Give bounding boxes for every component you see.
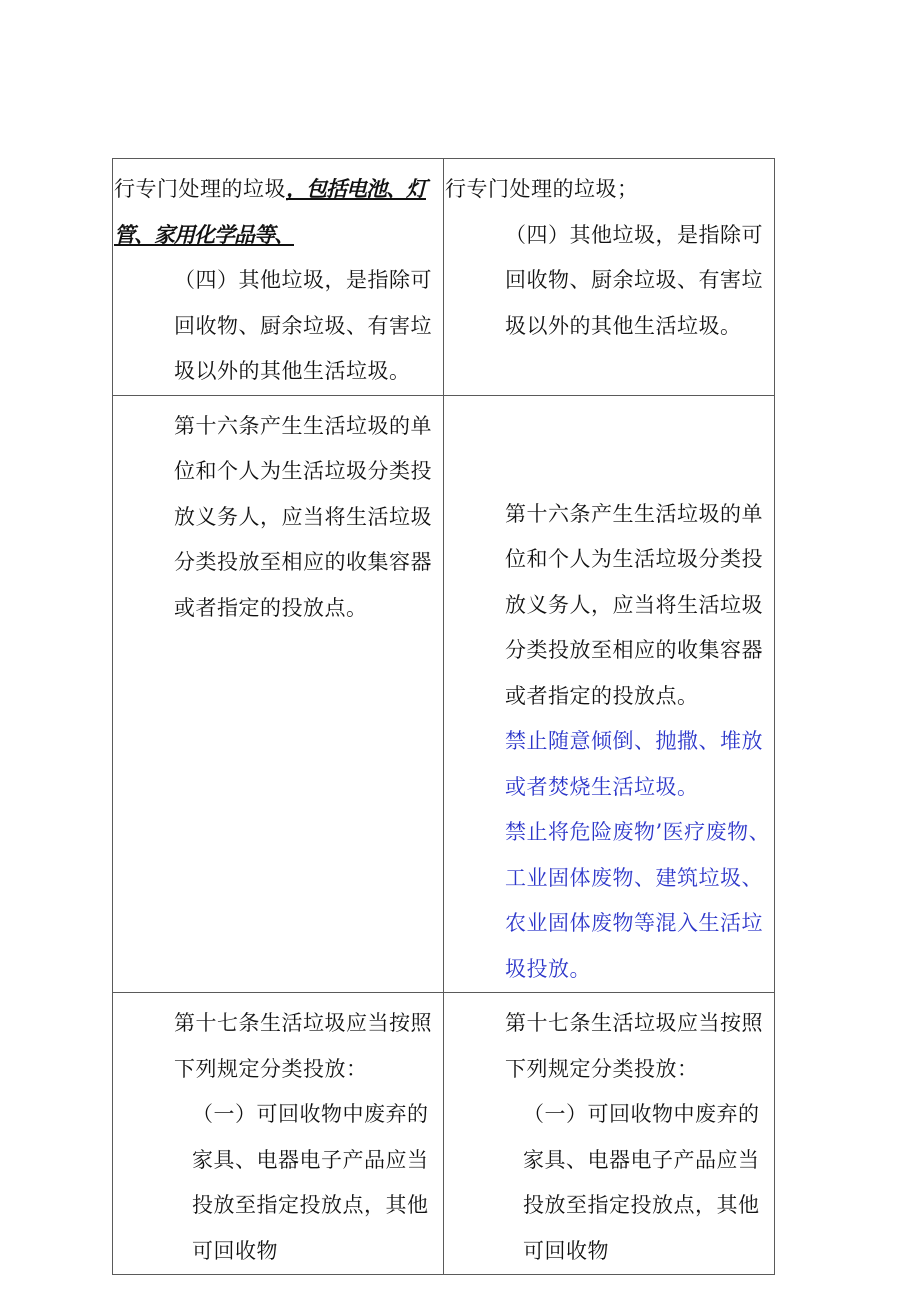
paragraph: （四）其他垃圾，是指除可回收物、厨余垃圾、有害垃圾以外的其他生活垃圾。 [505, 222, 763, 338]
paragraph: 行专门处理的垃圾； [445, 177, 639, 201]
paragraph-added: 禁止将危险废物’医疗废物、工业固体废物、建筑垃圾、农业固体废物等混入生活垃圾投放。 [505, 820, 771, 981]
text-run: 行专门处理的垃圾 [114, 177, 286, 201]
paragraph: （一）可回收物中废弃的家具、电器电子产品应当投放至指定投放点，其他可回收物 [192, 1102, 429, 1263]
table-row [113, 395, 775, 993]
paragraph: 第十七条生活垃圾应当按照下列规定分类投放： [174, 1011, 432, 1081]
paragraph: 第十六条产生生活垃圾的单位和个人为生活垃圾分类投放义务人，应当将生活垃圾分类投放至相应的收集容器或者指定的投放点。 [505, 501, 763, 708]
table-cell-left [113, 159, 444, 396]
emphasized-inserted-text: ，包括电池、灯管、家用化学品等、 [114, 177, 426, 247]
paragraph: 第十七条生活垃圾应当按照下列规定分类投放： [505, 1011, 763, 1081]
table-cell-right [444, 159, 775, 396]
paragraph-added: 禁止随意倾倒、抛撒、堆放或者焚烧生活垃圾。 [505, 729, 763, 799]
table-cell-right [444, 395, 775, 993]
paragraph [114, 167, 443, 258]
table-row [113, 993, 775, 1275]
paragraph: （一）可回收物中废弃的家具、电器电子产品应当投放至指定投放点，其他可回收物 [523, 1102, 760, 1263]
table-cell-left [113, 993, 444, 1275]
table-cell-right [444, 993, 775, 1275]
comparison-table [112, 158, 775, 1275]
table-row [113, 159, 775, 396]
paragraph: 第十六条产生生活垃圾的单位和个人为生活垃圾分类投放义务人，应当将生活垃圾分类投放至相应的收集容器或者指定的投放点。 [174, 413, 432, 620]
paragraph: （四）其他垃圾，是指除可回收物、厨余垃圾、有害垃圾以外的其他生活垃圾。 [174, 268, 432, 383]
table-cell-left [113, 395, 444, 993]
